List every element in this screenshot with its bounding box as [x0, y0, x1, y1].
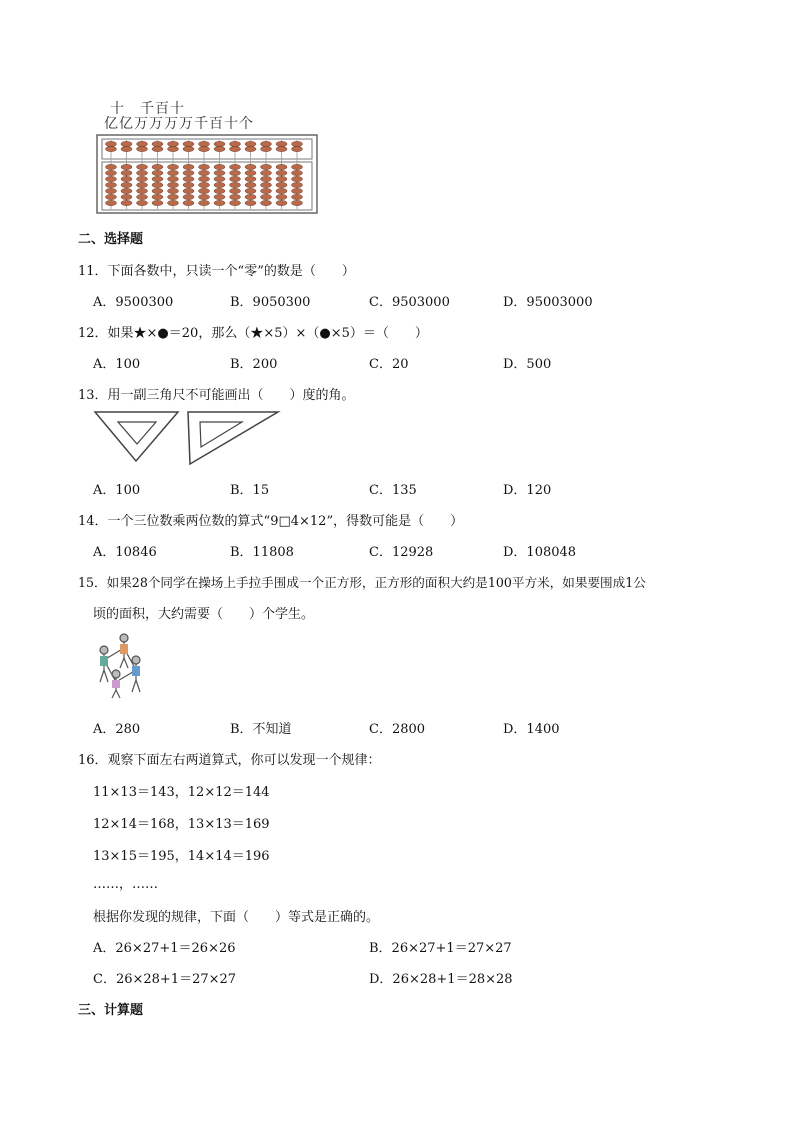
question-14-stem: 14．一个三位数乘两位数的算式“9□4×12”，得数可能是（ ）: [78, 514, 464, 529]
abacus-bead: [183, 188, 194, 193]
q11-option-b[interactable]: B．9050300: [230, 295, 311, 310]
abacus-bead: [261, 164, 272, 169]
abacus-bead: [214, 182, 225, 187]
abacus-bead: [199, 141, 210, 146]
abacus-bead: [121, 188, 132, 193]
q11-option-a[interactable]: A．9500300: [93, 295, 174, 310]
abacus-bead: [137, 170, 148, 175]
abacus-bead: [276, 194, 287, 199]
abacus-bead: [214, 170, 225, 175]
abacus-bead: [168, 146, 179, 151]
abacus-label-row1: 十 千百十: [110, 101, 185, 117]
abacus-bead: [168, 170, 179, 175]
abacus-bead: [276, 176, 287, 181]
abacus-bead: [230, 170, 241, 175]
abacus-bead: [106, 141, 117, 146]
section-title-calculation: 三、计算题: [78, 1003, 144, 1018]
question-15-stem-continued: 顷的面积，大约需要（ ）个学生。: [93, 607, 315, 622]
abacus-bead: [230, 194, 241, 199]
q14-option-c[interactable]: C．12928: [369, 545, 434, 560]
q16-pattern-line-2: 12×14＝168，13×13＝169: [93, 817, 270, 832]
abacus-bead: [183, 182, 194, 187]
abacus-bead: [230, 141, 241, 146]
abacus-bead: [121, 182, 132, 187]
abacus-bead: [199, 194, 210, 199]
abacus-bead: [152, 176, 163, 181]
abacus-bead: [245, 176, 256, 181]
abacus-bead: [214, 188, 225, 193]
abacus-bead: [245, 194, 256, 199]
abacus-bead: [152, 141, 163, 146]
abacus-bead: [152, 182, 163, 187]
abacus-bead: [292, 164, 303, 169]
q16-prompt: 根据你发现的规律，下面（ ）等式是正确的。: [93, 910, 380, 925]
abacus-bead: [183, 164, 194, 169]
q16-pattern-ellipsis: ……，……: [93, 877, 159, 892]
q14-option-a[interactable]: A．10846: [93, 545, 157, 560]
abacus-bead: [276, 200, 287, 205]
abacus-bead: [292, 182, 303, 187]
question-13-stem: 13．用一副三角尺不可能画出（ ）度的角。: [78, 388, 355, 403]
children-holding-hands-figure: [94, 630, 152, 700]
abacus-bead: [245, 141, 256, 146]
abacus-bead: [261, 200, 272, 205]
abacus-bead: [137, 182, 148, 187]
abacus-bead: [168, 141, 179, 146]
abacus-bead: [292, 176, 303, 181]
abacus-bead: [214, 164, 225, 169]
abacus-bead: [199, 182, 210, 187]
abacus-bead: [106, 176, 117, 181]
abacus-bead: [276, 170, 287, 175]
abacus-bead: [199, 170, 210, 175]
question-16-stem: 16．观察下面左右两道算式，你可以发现一个规律：: [78, 753, 381, 768]
abacus-bead: [137, 176, 148, 181]
q15-option-d[interactable]: D．1400: [503, 722, 560, 737]
abacus-bead: [121, 164, 132, 169]
abacus-bead: [137, 146, 148, 151]
abacus-bead: [245, 182, 256, 187]
abacus-bead: [261, 182, 272, 187]
abacus-bead: [276, 164, 287, 169]
abacus-bead: [230, 164, 241, 169]
q16-pattern-line-1: 11×13＝143，12×12＝144: [93, 785, 270, 800]
abacus-bead: [121, 170, 132, 175]
abacus-bead: [183, 200, 194, 205]
abacus-bead: [199, 164, 210, 169]
abacus-place-labels: [104, 102, 254, 132]
right-set-square: [188, 412, 278, 464]
q11-option-d[interactable]: D．95003000: [503, 295, 593, 310]
abacus-bead: [261, 188, 272, 193]
abacus-bead: [168, 164, 179, 169]
q16-pattern-line-3: 13×15＝195，14×14＝196: [93, 849, 270, 864]
q13-option-b[interactable]: B．15: [230, 483, 270, 498]
abacus-bead: [214, 200, 225, 205]
q15-option-c[interactable]: C．2800: [369, 722, 426, 737]
q12-option-b[interactable]: B．200: [230, 357, 278, 372]
abacus-bead: [152, 188, 163, 193]
abacus-bead: [106, 146, 117, 151]
abacus-bead: [261, 141, 272, 146]
abacus-bead: [168, 176, 179, 181]
abacus-bead: [199, 188, 210, 193]
abacus-bead: [106, 188, 117, 193]
question-15-stem: 15．如果28个同学在操场上手拉手围成一个正方形，正方形的面积大约是100平方米，如果要围成1公: [78, 575, 646, 590]
abacus-bead: [230, 200, 241, 205]
abacus-bead: [106, 164, 117, 169]
abacus-bead: [183, 170, 194, 175]
abacus-bead: [168, 194, 179, 199]
abacus-bead: [137, 164, 148, 169]
abacus-bead: [230, 188, 241, 193]
abacus-bead: [152, 170, 163, 175]
abacus-bead: [261, 170, 272, 175]
abacus-bead: [214, 141, 225, 146]
abacus-bead: [214, 176, 225, 181]
abacus-bead: [261, 194, 272, 199]
q16-option-b[interactable]: B．26×27+1＝27×27: [369, 941, 512, 956]
abacus-bead: [106, 182, 117, 187]
q12-option-d[interactable]: D．500: [503, 357, 552, 372]
abacus-bead: [292, 141, 303, 146]
q13-option-a[interactable]: A．100: [93, 483, 141, 498]
abacus-bead: [121, 200, 132, 205]
abacus-bead: [183, 176, 194, 181]
abacus-bead: [121, 146, 132, 151]
abacus-bead: [276, 188, 287, 193]
abacus-bead: [214, 194, 225, 199]
q16-option-d[interactable]: D．26×28+1＝28×28: [369, 972, 513, 987]
abacus-bead: [245, 146, 256, 151]
abacus-bead: [121, 176, 132, 181]
q16-option-a[interactable]: A．26×27+1＝26×26: [93, 941, 236, 956]
q15-option-a[interactable]: A．280: [93, 722, 141, 737]
abacus-bead: [137, 141, 148, 146]
abacus-bead: [137, 200, 148, 205]
abacus-bead: [137, 194, 148, 199]
abacus-bead: [137, 188, 148, 193]
q15-option-b[interactable]: B．不知道: [230, 722, 292, 737]
abacus-bead: [245, 164, 256, 169]
abacus-bead: [199, 176, 210, 181]
q13-option-c[interactable]: C．135: [369, 483, 417, 498]
abacus-bead: [106, 194, 117, 199]
abacus-bead: [168, 188, 179, 193]
abacus-bead: [245, 200, 256, 205]
question-11-stem: 11．下面各数中，只读一个“零”的数是（ ）: [78, 264, 355, 279]
abacus-bead: [214, 146, 225, 151]
abacus-bead: [199, 146, 210, 151]
abacus-bead: [292, 194, 303, 199]
abacus-bead: [230, 146, 241, 151]
abacus-bead: [292, 146, 303, 151]
abacus-bead: [152, 164, 163, 169]
abacus-bead: [168, 182, 179, 187]
abacus-bead: [245, 170, 256, 175]
abacus-bead: [168, 200, 179, 205]
abacus-bead: [276, 141, 287, 146]
abacus-bead: [199, 200, 210, 205]
abacus-bead: [121, 141, 132, 146]
abacus-bead: [230, 182, 241, 187]
isosceles-set-square: [95, 412, 178, 461]
abacus-bead: [261, 146, 272, 151]
q11-option-c[interactable]: C．9503000: [369, 295, 450, 310]
q12-option-a[interactable]: A．100: [93, 357, 141, 372]
abacus-bead: [276, 182, 287, 187]
abacus-bead: [152, 146, 163, 151]
set-square-figures: [92, 409, 282, 467]
q12-option-c[interactable]: C．20: [369, 357, 409, 372]
q14-option-b[interactable]: B．11808: [230, 545, 294, 560]
abacus-bead: [292, 188, 303, 193]
abacus-bead: [152, 200, 163, 205]
q16-option-c[interactable]: C．26×28+1＝27×27: [93, 972, 237, 987]
q14-option-d[interactable]: D．108048: [503, 545, 577, 560]
abacus-figure: [96, 134, 318, 214]
abacus-bead: [183, 194, 194, 199]
q13-option-d[interactable]: D．120: [503, 483, 552, 498]
abacus-bead: [121, 194, 132, 199]
question-12-stem: 12．如果★×●＝20，那么（★×5）×（●×5）＝（ ）: [78, 326, 428, 341]
abacus-bead: [261, 176, 272, 181]
abacus-bead: [183, 146, 194, 151]
abacus-bead: [292, 200, 303, 205]
abacus-bead: [106, 170, 117, 175]
section-title-choice: 二、选择题: [78, 232, 144, 247]
abacus-bead: [276, 146, 287, 151]
abacus-bead: [152, 194, 163, 199]
abacus-bead: [245, 188, 256, 193]
abacus-bead: [230, 176, 241, 181]
abacus-bead: [292, 170, 303, 175]
abacus-bead: [183, 141, 194, 146]
abacus-bead: [106, 200, 117, 205]
abacus-label-row2: 亿亿万万万万千百十个: [104, 116, 254, 132]
